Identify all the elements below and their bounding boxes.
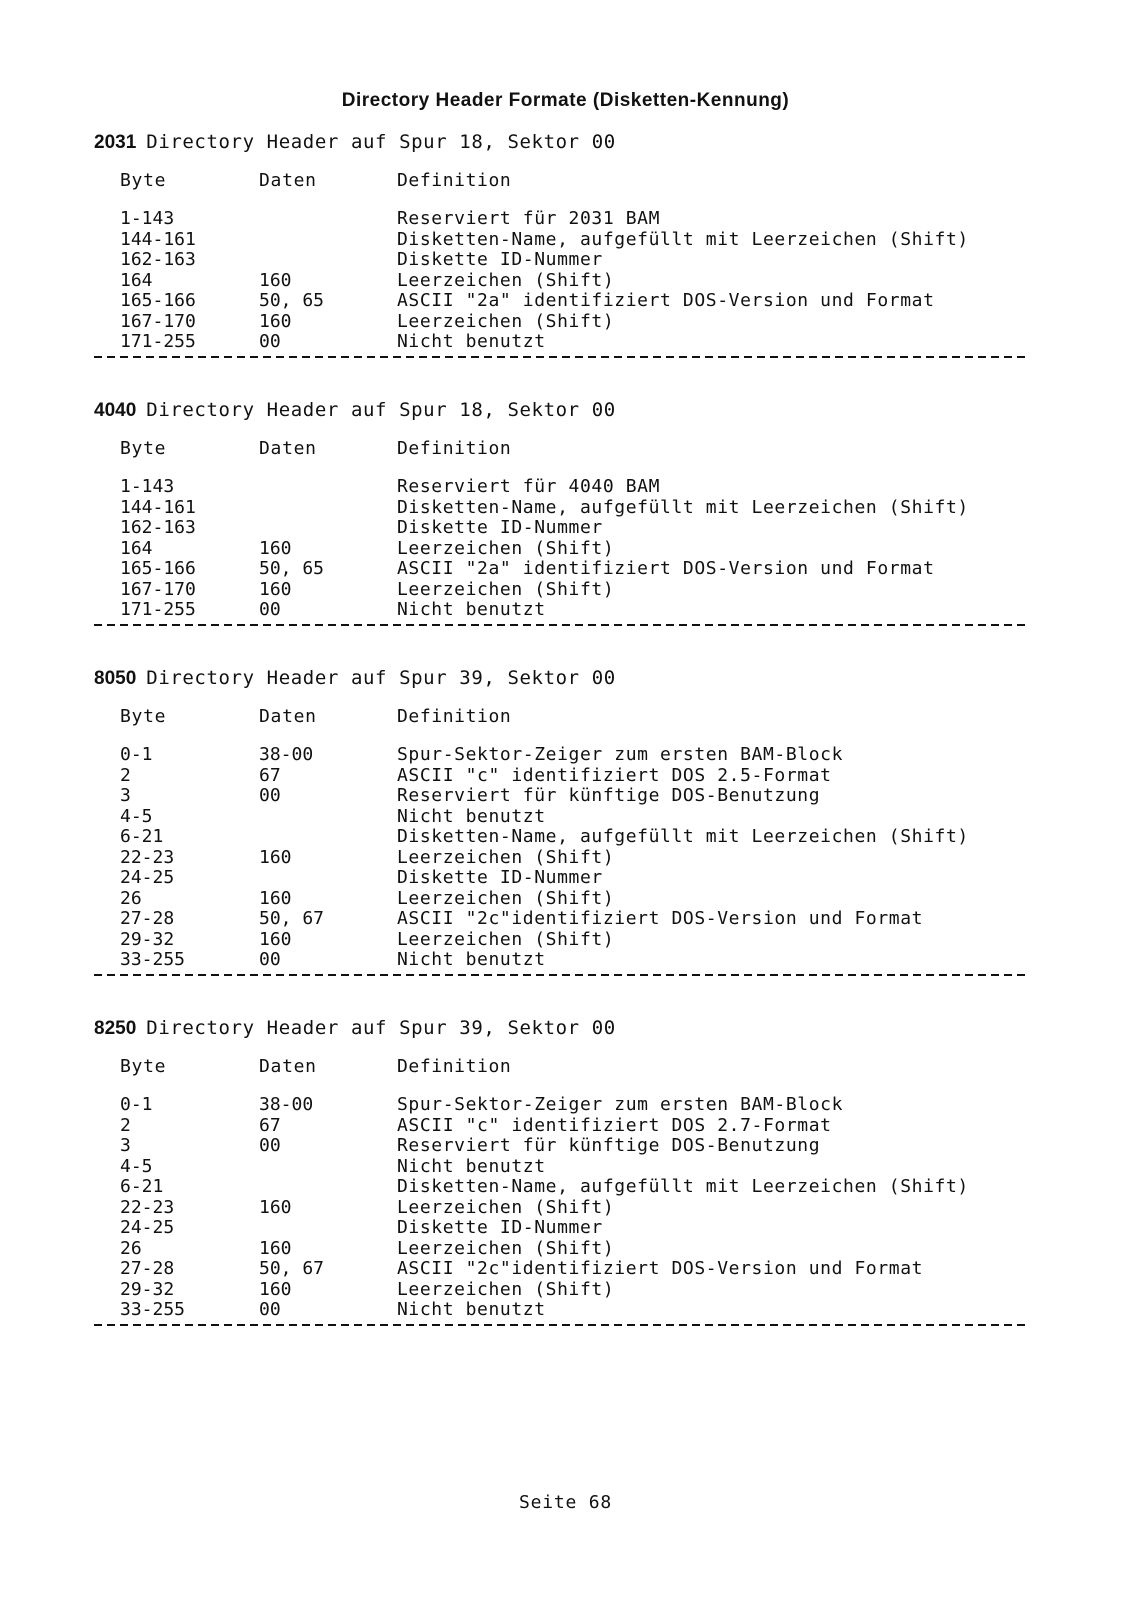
cell-daten: 67: [259, 1114, 281, 1136]
table-row: [94, 827, 1049, 848]
section-title: Directory Header auf Spur 39, Sektor 00: [146, 1017, 616, 1039]
cell-definition: Reserviert für künftige DOS-Benutzung: [397, 785, 821, 806]
table-row: [94, 1280, 1049, 1301]
page-title: Directory Header Formate (Disketten-Kennung): [341, 90, 790, 111]
table-row: [94, 600, 1049, 621]
table-row: [94, 1136, 1049, 1157]
cell-definition: Nicht benutzt: [397, 805, 546, 827]
cell-daten: 50, 65: [259, 558, 325, 579]
cell-definition: Nicht benutzt: [397, 1299, 546, 1320]
table-row: [94, 745, 1049, 766]
table-row: [94, 1177, 1049, 1198]
column-headers: [94, 1056, 1049, 1078]
table-row: [94, 848, 1049, 869]
column-header-definition: Definition: [397, 438, 512, 459]
table-row: [94, 332, 1049, 353]
section-title: Directory Header auf Spur 18, Sektor 00: [146, 131, 616, 153]
cell-definition: ASCII "2c"identifiziert DOS-Version und Format: [397, 1258, 924, 1279]
table-row: [94, 1198, 1049, 1219]
cell-definition: Diskette ID-Nummer: [397, 517, 603, 538]
byte-table: [94, 209, 1049, 353]
table-row: [94, 909, 1049, 930]
cell-definition: ASCII "2a" identifiziert DOS-Version und Format: [397, 558, 935, 579]
table-row: [94, 1157, 1049, 1178]
header-section-8050: [94, 666, 1049, 977]
cell-byte: 165-166: [120, 558, 196, 579]
cell-definition: Leerzeichen (Shift): [397, 310, 615, 332]
cell-byte: 171-255: [120, 599, 196, 620]
cell-byte: 24-25: [120, 867, 175, 888]
section-heading: [94, 398, 1049, 422]
cell-definition: Spur-Sektor-Zeiger zum ersten BAM-Block: [397, 744, 844, 765]
table-row: [94, 786, 1049, 807]
cell-byte: 29-32: [120, 928, 175, 950]
cell-byte: 4-5: [120, 805, 153, 827]
dashed-divider: [94, 355, 1049, 359]
cell-byte: 27-28: [120, 908, 175, 929]
table-row: [94, 230, 1049, 251]
byte-table: [94, 1095, 1049, 1321]
cell-byte: 33-255: [120, 1299, 186, 1320]
column-headers: [94, 170, 1049, 192]
byte-table: [94, 745, 1049, 971]
dashed-divider: [94, 973, 1049, 977]
column-headers: [94, 438, 1049, 460]
table-row: [94, 539, 1049, 560]
cell-definition: Spur-Sektor-Zeiger zum ersten BAM-Block: [397, 1094, 844, 1115]
cell-daten: 67: [259, 764, 281, 786]
table-row: [94, 250, 1049, 271]
cell-daten: 160: [259, 1237, 292, 1259]
cell-byte: 144-161: [120, 228, 196, 250]
table-row: [94, 518, 1049, 539]
column-header-byte: Byte: [120, 706, 167, 727]
cell-byte: 3: [120, 1135, 131, 1156]
column-header-definition: Definition: [397, 170, 512, 191]
column-header-byte: Byte: [120, 438, 167, 459]
table-row: [94, 1259, 1049, 1280]
cell-byte: 26: [120, 887, 142, 909]
cell-daten: 00: [259, 599, 281, 620]
cell-definition: ASCII "2c"identifiziert DOS-Version und Format: [397, 908, 924, 929]
cell-definition: Disketten-Name, aufgefüllt mit Leerzeichen (Shift): [397, 1176, 969, 1197]
cell-byte: 165-166: [120, 290, 196, 311]
cell-definition: Disketten-Name, aufgefüllt mit Leerzeichen (Shift): [397, 826, 969, 847]
cell-definition: Disketten-Name, aufgefüllt mit Leerzeichen (Shift): [397, 496, 969, 518]
table-row: [94, 766, 1049, 787]
cell-byte: 33-255: [120, 949, 186, 970]
cell-definition: Leerzeichen (Shift): [397, 537, 615, 559]
cell-definition: Reserviert für 4040 BAM: [397, 476, 661, 497]
column-header-daten: Daten: [259, 706, 317, 727]
cell-byte: 27-28: [120, 1258, 175, 1279]
column-header-daten: Daten: [259, 1056, 317, 1077]
table-row: [94, 209, 1049, 230]
cell-daten: 00: [259, 331, 281, 352]
cell-byte: 3: [120, 785, 131, 806]
section-title: Directory Header auf Spur 18, Sektor 00: [146, 399, 616, 421]
cell-byte: 144-161: [120, 496, 196, 518]
cell-definition: Diskette ID-Nummer: [397, 1217, 603, 1238]
table-row: [94, 559, 1049, 580]
drive-model: 8050: [94, 668, 137, 689]
cell-daten: 50, 67: [259, 1258, 325, 1279]
column-header-definition: Definition: [397, 706, 512, 727]
cell-definition: Reserviert für künftige DOS-Benutzung: [397, 1135, 821, 1156]
cell-daten: 00: [259, 949, 281, 970]
cell-definition: Nicht benutzt: [397, 1155, 546, 1177]
cell-daten: 160: [259, 269, 292, 291]
table-row: [94, 1116, 1049, 1137]
table-row: [94, 291, 1049, 312]
column-headers: [94, 706, 1049, 728]
cell-definition: Leerzeichen (Shift): [397, 928, 615, 950]
cell-byte: 1-143: [120, 208, 175, 229]
cell-byte: 167-170: [120, 310, 196, 332]
cell-daten: 160: [259, 887, 292, 909]
table-row: [94, 807, 1049, 828]
cell-byte: 24-25: [120, 1217, 175, 1238]
table-row: [94, 1300, 1049, 1321]
table-row: [94, 1239, 1049, 1260]
cell-byte: 162-163: [120, 517, 196, 538]
cell-daten: 160: [259, 928, 292, 950]
cell-definition: Disketten-Name, aufgefüllt mit Leerzeichen (Shift): [397, 228, 969, 250]
table-row: [94, 477, 1049, 498]
cell-daten: 50, 65: [259, 290, 325, 311]
cell-definition: ASCII "c" identifiziert DOS 2.7-Format: [397, 1114, 832, 1136]
cell-byte: 22-23: [120, 1196, 175, 1218]
cell-definition: Leerzeichen (Shift): [397, 887, 615, 909]
table-row: [94, 889, 1049, 910]
dashed-divider: [94, 623, 1049, 627]
cell-byte: 164: [120, 269, 153, 291]
cell-daten: 160: [259, 1196, 292, 1218]
drive-model: 2031: [94, 132, 137, 153]
cell-byte: 26: [120, 1237, 142, 1259]
header-section-4040: [94, 398, 1049, 627]
table-row: [94, 1095, 1049, 1116]
cell-daten: 38-00: [259, 1094, 314, 1115]
cell-daten: 00: [259, 1299, 281, 1320]
cell-definition: Leerzeichen (Shift): [397, 578, 615, 600]
column-header-daten: Daten: [259, 438, 317, 459]
cell-definition: Leerzeichen (Shift): [397, 1196, 615, 1218]
cell-byte: 164: [120, 537, 153, 559]
cell-definition: ASCII "c" identifiziert DOS 2.5-Format: [397, 764, 832, 786]
column-header-definition: Definition: [397, 1056, 512, 1077]
section-title: Directory Header auf Spur 39, Sektor 00: [146, 667, 616, 689]
cell-definition: Reserviert für 2031 BAM: [397, 208, 661, 229]
cell-byte: 6-21: [120, 826, 164, 847]
cell-definition: Leerzeichen (Shift): [397, 846, 615, 868]
cell-definition: Nicht benutzt: [397, 599, 546, 620]
cell-byte: 22-23: [120, 846, 175, 868]
cell-byte: 171-255: [120, 331, 196, 352]
cell-definition: Diskette ID-Nummer: [397, 867, 603, 888]
table-row: [94, 271, 1049, 292]
cell-definition: Nicht benutzt: [397, 949, 546, 970]
cell-definition: Leerzeichen (Shift): [397, 1237, 615, 1259]
table-row: [94, 580, 1049, 601]
column-header-byte: Byte: [120, 170, 167, 191]
byte-table: [94, 477, 1049, 621]
table-row: [94, 498, 1049, 519]
cell-byte: 162-163: [120, 249, 196, 270]
cell-byte: 2: [120, 764, 131, 786]
cell-byte: 0-1: [120, 744, 153, 765]
cell-definition: Leerzeichen (Shift): [397, 1278, 615, 1300]
cell-daten: 160: [259, 310, 292, 332]
header-section-2031: [94, 130, 1049, 359]
cell-definition: Nicht benutzt: [397, 331, 546, 352]
cell-byte: 29-32: [120, 1278, 175, 1300]
cell-daten: 00: [259, 785, 281, 806]
cell-daten: 00: [259, 1135, 281, 1156]
cell-byte: 0-1: [120, 1094, 153, 1115]
header-section-8250: [94, 1016, 1049, 1327]
table-row: [94, 312, 1049, 333]
cell-byte: 6-21: [120, 1176, 164, 1197]
cell-definition: ASCII "2a" identifiziert DOS-Version und Format: [397, 290, 935, 311]
cell-definition: Leerzeichen (Shift): [397, 269, 615, 291]
cell-daten: 160: [259, 846, 292, 868]
column-header-daten: Daten: [259, 170, 317, 191]
table-row: [94, 950, 1049, 971]
cell-daten: 160: [259, 537, 292, 559]
section-heading: [94, 1016, 1049, 1040]
cell-byte: 4-5: [120, 1155, 153, 1177]
cell-daten: 160: [259, 578, 292, 600]
cell-daten: 50, 67: [259, 908, 325, 929]
cell-daten: 38-00: [259, 744, 314, 765]
table-row: [94, 868, 1049, 889]
drive-model: 8250: [94, 1018, 137, 1039]
cell-byte: 2: [120, 1114, 131, 1136]
section-heading: [94, 130, 1049, 154]
section-heading: [94, 666, 1049, 690]
table-row: [94, 930, 1049, 951]
drive-model: 4040: [94, 400, 137, 421]
cell-byte: 1-143: [120, 476, 175, 497]
cell-byte: 167-170: [120, 578, 196, 600]
column-header-byte: Byte: [120, 1056, 167, 1077]
dashed-divider: [94, 1323, 1049, 1327]
table-row: [94, 1218, 1049, 1239]
cell-definition: Diskette ID-Nummer: [397, 249, 603, 270]
cell-daten: 160: [259, 1278, 292, 1300]
page-number: Seite 68: [518, 1492, 613, 1513]
